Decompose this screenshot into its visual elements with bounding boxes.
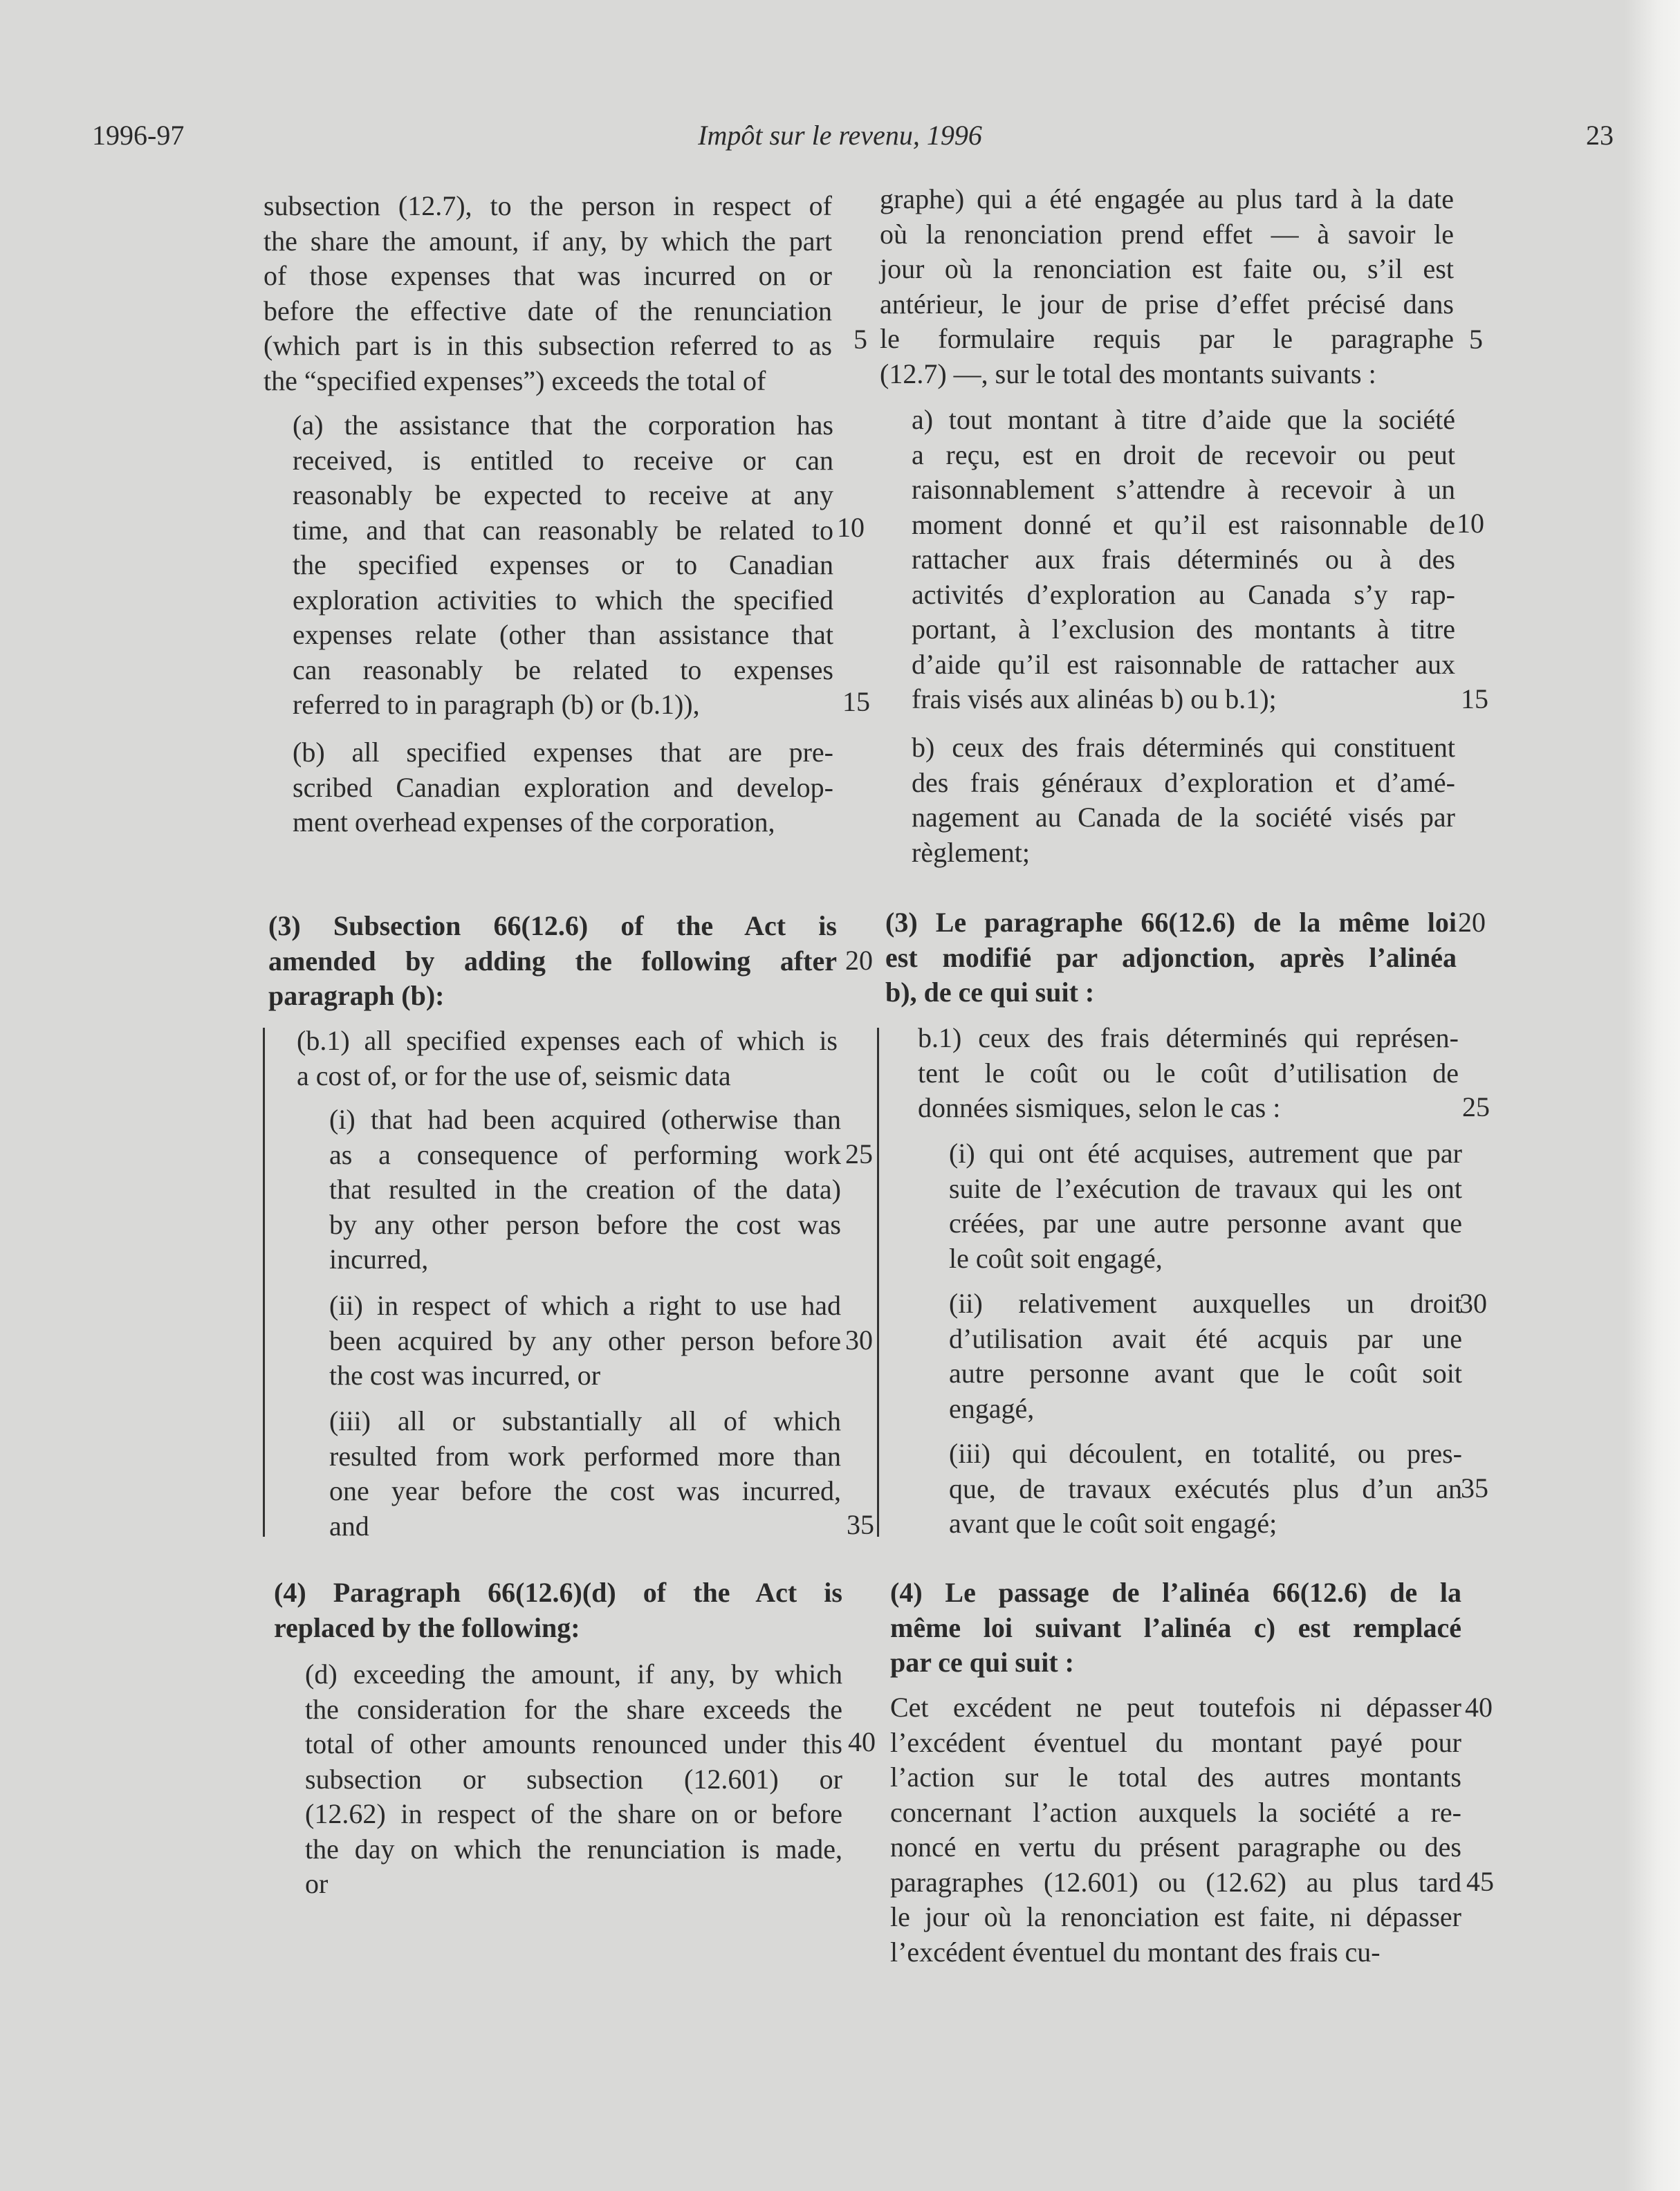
- english-s4_heading-line: replaced by the following:: [274, 1611, 580, 1643]
- english-s4_heading-line: (4) Paragraph 66(12.6)(d) of the Act is: [274, 1577, 842, 1608]
- line-number-25-right: 25: [1462, 1091, 1490, 1122]
- english-p_d-line: total of other amounts renounced under this: [305, 1728, 842, 1759]
- french-p_d-line: l’excédent éventuel du montant des frais cu-: [890, 1936, 1381, 1968]
- french-p_intro-line: le formulaire requis par le paragraphe: [880, 323, 1454, 354]
- french-p_i-line: créées, par une autre personne avant que: [949, 1208, 1462, 1239]
- line-number-15-left: 15: [842, 686, 870, 717]
- french-p_intro-line: antérieur, le jour de prise d’effet précisé dans: [880, 288, 1454, 320]
- french-p_a-line: a reçu, est en droit de recevoir ou peut: [912, 438, 1455, 470]
- fr-subparagraph-i: [949, 1136, 1462, 1276]
- french-p_b-line: des frais généraux d’exploration et d’amé-: [912, 766, 1455, 798]
- french-p_intro-line: où la renonciation prend effet — à savoir le: [880, 218, 1454, 250]
- french-p_a-line: frais visés aux alinéas b) ou b.1);: [912, 683, 1277, 714]
- french-p_b-line: b) ceux des frais déterminés qui constituent: [912, 732, 1455, 763]
- french-p_iii-line: avant que le coût soit engagé;: [949, 1508, 1277, 1539]
- en-paragraph-a: [293, 408, 833, 723]
- french-p_a-line: activités d’exploration au Canada s’y rap-: [912, 578, 1455, 610]
- english-p_i-line: (i) that had been acquired (otherwise than: [329, 1104, 841, 1135]
- english-p_d-line: the day on which the renunciation is made,: [305, 1833, 842, 1865]
- fr-paragraph-b1: [918, 1021, 1459, 1126]
- french-p_a-line: a) tout montant à titre d’aide que la société: [912, 404, 1455, 435]
- french-p_ii-line: autre personne avant que le coût soit: [949, 1358, 1462, 1389]
- english-p_a-line: time, and that can reasonably be related to: [293, 514, 833, 546]
- english-p_ii-line: been acquired by any other person before: [329, 1324, 841, 1356]
- english-p_ii-line: (ii) in respect of which a right to use had: [329, 1290, 841, 1321]
- line-number-30-right: 30: [1459, 1288, 1487, 1319]
- english-p_b-line: ment overhead expenses of the corporation,: [293, 806, 775, 838]
- french-p_a-line: raisonnablement s’attendre à recevoir à un: [912, 474, 1455, 505]
- english-p_b1-line: a cost of, or for the use of, seismic data: [297, 1060, 731, 1091]
- french-p_d-line: l’excédent éventuel du montant payé pour: [890, 1726, 1461, 1758]
- english-p_intro-line: the share the amount, if any, by which the part: [264, 225, 832, 257]
- page-edge-shadow: [1625, 0, 1680, 2191]
- french-s4_heading-line: même loi suivant l’alinéa c) est remplacé: [890, 1611, 1461, 1643]
- fr-subsection-3-heading: [885, 905, 1457, 1010]
- french-p_iii-line: (iii) qui découlent, en totalité, ou pres-: [949, 1438, 1462, 1469]
- en-subparagraph-i: [329, 1102, 841, 1277]
- french-p_iii-line: que, de travaux exécutés plus d’un an: [949, 1472, 1462, 1504]
- french-p_a-line: d’aide qu’il est raisonnable de rattacher aux: [912, 648, 1455, 680]
- english-p_a-line: the specified expenses or to Canadian: [293, 549, 833, 580]
- english-p_d-line: subsection or subsection (12.601) or: [305, 1763, 842, 1795]
- english-p_intro-line: subsection (12.7), to the person in respect of: [264, 190, 832, 221]
- line-number-35-left: 35: [847, 1509, 874, 1540]
- line-number-5-right: 5: [1469, 324, 1483, 355]
- french-p_ii-line: engagé,: [949, 1392, 1035, 1424]
- line-number-5-left: 5: [853, 324, 867, 355]
- french-p_b-line: nagement au Canada de la société visés par: [912, 802, 1455, 833]
- fr-paragraph-d: [890, 1690, 1461, 1970]
- en-paragraph-d: [305, 1657, 842, 1902]
- english-p_a-line: reasonably be expected to receive at any: [293, 479, 833, 510]
- header-year: 1996-97: [92, 120, 185, 151]
- english-s3_heading-line: (3) Subsection 66(12.6) of the Act is: [268, 910, 837, 941]
- english-p_a-line: expenses relate (other than assistance that: [293, 619, 833, 650]
- french-p_a-line: rattacher aux frais déterminés ou à des: [912, 544, 1455, 575]
- english-p_iii-line: resulted from work performed more than: [329, 1440, 841, 1472]
- fr-subparagraph-ii: [949, 1286, 1462, 1426]
- french-s3_heading-line: (3) Le paragraphe 66(12.6) de la même loi: [885, 907, 1457, 938]
- line-number-45-right: 45: [1466, 1866, 1494, 1897]
- en-change-bar: [263, 1028, 265, 1537]
- english-p_a-line: (a) the assistance that the corporation has: [293, 409, 833, 441]
- french-p_d-line: concernant l’action auxquels la société a re-: [890, 1796, 1461, 1828]
- line-number-10-right: 10: [1457, 508, 1484, 539]
- french-p_d-line: l’action sur le total des autres montants: [890, 1762, 1461, 1793]
- french-s4_heading-line: (4) Le passage de l’alinéa 66(12.6) de la: [890, 1577, 1461, 1608]
- fr-paragraph-a: [912, 403, 1455, 717]
- fr-subsection-4-heading: [890, 1575, 1461, 1681]
- line-number-40-left: 40: [848, 1726, 876, 1757]
- english-p_i-line: that resulted in the creation of the data): [329, 1174, 841, 1205]
- english-p_i-line: incurred,: [329, 1244, 429, 1275]
- line-number-30-left: 30: [845, 1324, 873, 1356]
- french-p_d-line: paragraphes (12.601) ou (12.62) au plus tard: [890, 1866, 1461, 1898]
- english-s3_heading-line: paragraph (b):: [268, 980, 445, 1011]
- english-p_intro-line: before the effective date of the renunciation: [264, 295, 832, 326]
- line-number-10-left: 10: [837, 512, 865, 543]
- english-p_b1-line: (b.1) all specified expenses each of which is: [297, 1025, 838, 1056]
- french-p_ii-line: d’utilisation avait été acquis par une: [949, 1322, 1462, 1354]
- french-p_b1-line: tent le coût ou le coût d’utilisation de: [918, 1057, 1459, 1089]
- french-s3_heading-line: b), de ce qui suit :: [885, 977, 1095, 1008]
- french-p_i-line: (i) qui ont été acquises, autrement que par: [949, 1138, 1462, 1169]
- english-p_a-line: exploration activities to which the specified: [293, 584, 833, 616]
- line-number-20-right: 20: [1458, 907, 1486, 938]
- english-p_a-line: can reasonably be related to expenses: [293, 654, 833, 685]
- english-p_d-line: (12.62) in respect of the share on or before: [305, 1798, 842, 1829]
- fr-intro: [880, 182, 1454, 391]
- english-p_b-line: (b) all specified expenses that are pre-: [293, 737, 833, 768]
- english-p_ii-line: the cost was incurred, or: [329, 1360, 601, 1391]
- en-subparagraph-iii: [329, 1404, 841, 1544]
- en-subparagraph-ii: [329, 1288, 841, 1394]
- french-p_d-line: noncé en vertu du présent paragraphe ou des: [890, 1831, 1461, 1862]
- english-p_intro-line: (which part is in this subsection referred to as: [264, 330, 832, 361]
- english-p_a-line: referred to in paragraph (b) or (b.1)),: [293, 689, 700, 720]
- english-p_d-line: (d) exceeding the amount, if any, by which: [305, 1658, 842, 1690]
- en-paragraph-b: [293, 735, 833, 840]
- english-p_iii-line: one year before the cost was incurred,: [329, 1475, 841, 1506]
- english-p_a-line: received, is entitled to receive or can: [293, 444, 833, 476]
- line-number-25-left: 25: [845, 1138, 873, 1170]
- french-s3_heading-line: est modifié par adjonction, après l’alinéa: [885, 941, 1457, 973]
- french-p_b1-line: données sismiques, selon le cas :: [918, 1092, 1281, 1123]
- line-number-20-left: 20: [845, 945, 873, 976]
- header-title: Impôt sur le revenu, 1996: [698, 120, 982, 151]
- fr-subparagraph-iii: [949, 1436, 1462, 1542]
- en-intro: [264, 189, 832, 398]
- french-p_ii-line: (ii) relativement auxquelles un droit: [949, 1288, 1462, 1319]
- page-number: 23: [1586, 120, 1614, 151]
- english-p_intro-line: the “specified expenses”) exceeds the total of: [264, 364, 766, 396]
- french-p_intro-line: jour où la renonciation est faite ou, s’il est: [880, 253, 1454, 284]
- french-p_intro-line: (12.7) —, sur le total des montants suivants :: [880, 358, 1376, 389]
- french-p_d-line: le jour où la renonciation est faite, ni dépasser: [890, 1901, 1461, 1932]
- english-p_i-line: by any other person before the cost was: [329, 1208, 841, 1240]
- english-s3_heading-line: amended by adding the following after: [268, 945, 837, 977]
- english-p_iii-line: (iii) all or substantially all of which: [329, 1405, 841, 1436]
- line-number-15-right: 15: [1461, 683, 1488, 714]
- french-p_i-line: le coût soit engagé,: [949, 1242, 1163, 1274]
- french-p_d-line: Cet excédent ne peut toutefois ni dépasser: [890, 1692, 1461, 1723]
- english-p_d-line: or: [305, 1868, 329, 1899]
- english-p_i-line: as a consequence of performing work: [329, 1138, 841, 1170]
- french-p_b1-line: b.1) ceux des frais déterminés qui représen-: [918, 1022, 1459, 1053]
- en-paragraph-b1: [297, 1024, 838, 1093]
- french-s4_heading-line: par ce qui suit :: [890, 1647, 1074, 1678]
- line-number-35-right: 35: [1461, 1472, 1488, 1504]
- english-p_b-line: scribed Canadian exploration and develop-: [293, 771, 833, 803]
- en-subsection-3-heading: [268, 909, 837, 1014]
- french-p_intro-line: graphe) qui a été engagée au plus tard à la date: [880, 183, 1454, 214]
- fr-paragraph-b: [912, 730, 1455, 870]
- french-p_b-line: règlement;: [912, 836, 1031, 868]
- en-subsection-4-heading: [274, 1575, 842, 1645]
- english-p_intro-line: of those expenses that was incurred on or: [264, 260, 832, 291]
- english-p_d-line: the consideration for the share exceeds the: [305, 1693, 842, 1725]
- fr-change-bar: [877, 1028, 879, 1537]
- english-p_iii-line: and: [329, 1510, 369, 1542]
- french-p_a-line: portant, à l’exclusion des montants à titre: [912, 613, 1455, 645]
- french-p_a-line: moment donné et qu’il est raisonnable de: [912, 508, 1455, 540]
- french-p_i-line: suite de l’exécution de travaux qui les ont: [949, 1172, 1462, 1204]
- line-number-40-right: 40: [1465, 1692, 1493, 1723]
